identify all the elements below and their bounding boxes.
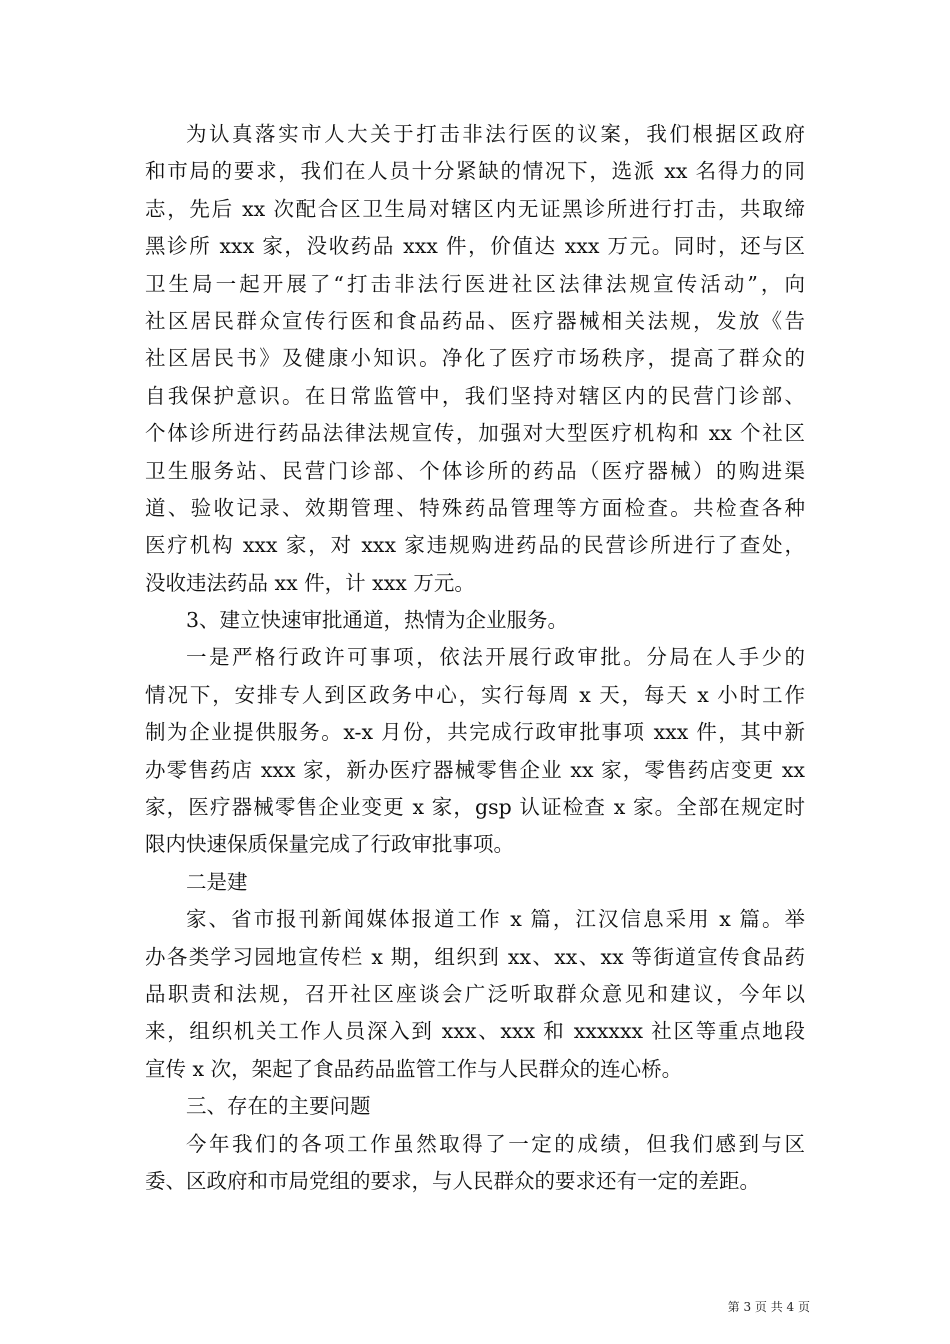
text-line: 志，先后 xx 次配合区卫生局对辖区内无证黑诊所进行打击，共取缔 <box>145 196 805 221</box>
text-line: 办各类学习园地宣传栏 x 期，组织到 xx、xx、xx 等街道宣传食品药 <box>145 944 805 969</box>
text-line: 二是建 <box>186 869 248 894</box>
text-line: 黑诊所 xxx 家，没收药品 xxx 件，价值达 xxx 万元。同时，还与区 <box>145 234 805 259</box>
text-line: 来，组织机关工作人员深入到 xxx、xxx 和 xxxxxx 社区等重点地段 <box>145 1019 805 1044</box>
text-line: 委、区政府和市局党组的要求，与人民群众的要求还有一定的差距。 <box>145 1168 760 1193</box>
paragraph <box>145 1088 805 1125</box>
text-line: 卫生服务站、民营门诊部、个体诊所的药品（医疗器械）的购进渠 <box>145 458 805 483</box>
text-line: 宣传 x 次，架起了食品药品监管工作与人民群众的连心桥。 <box>145 1056 683 1081</box>
text-line: 医疗机构 xxx 家，对 xxx 家违规购进药品的民营诊所进行了查处， <box>145 533 805 558</box>
text-line: 没收违法药品 xx 件，计 xxx 万元。 <box>145 570 475 595</box>
document-body <box>145 116 805 1200</box>
text-line: 自我保护意识。在日常监管中，我们坚持对辖区内的民营门诊部、 <box>145 383 805 408</box>
text-line: 今年我们的各项工作虽然取得了一定的成绩，但我们感到与区 <box>186 1131 805 1156</box>
text-line: 个体诊所进行药品法律法规宣传，加强对大型医疗机构和 xx 个社区 <box>145 421 805 446</box>
paragraph <box>145 602 805 639</box>
text-line: 三、存在的主要问题 <box>186 1094 371 1119</box>
text-line: 道、验收记录、效期管理、特殊药品管理等方面检查。共检查各种 <box>145 495 805 520</box>
text-line: 和市局的要求，我们在人员十分紧缺的情况下，选派 xx 名得力的同 <box>145 159 805 184</box>
paragraph <box>145 116 805 602</box>
text-line: 品职责和法规，召开社区座谈会广泛听取群众意见和建议，今年以 <box>145 981 805 1006</box>
text-line: 一是严格行政许可事项，依法开展行政审批。分局在人手少的 <box>186 645 805 670</box>
page-number-footer: 第 3 页 共 4 页 <box>727 1300 810 1314</box>
paragraph <box>145 639 805 863</box>
text-line: 为认真落实市人大关于打击非法行医的议案，我们根据区政府 <box>186 122 805 146</box>
text-line: 办零售药店 xxx 家，新办医疗器械零售企业 xx 家，零售药店变更 xx <box>145 757 805 782</box>
text-line: 3、建立快速审批通道，热情为企业服务。 <box>186 608 569 633</box>
text-line: 情况下，安排专人到区政务中心，实行每周 x 天，每天 x 小时工作 <box>145 682 805 707</box>
text-line: 卫生局一起开展了“打击非法行医进社区法律法规宣传活动”，向 <box>145 271 805 296</box>
text-line: 社区居民书》及健康小知识。净化了医疗市场秩序，提高了群众的 <box>145 346 805 371</box>
text-line: 家，医疗器械零售企业变更 x 家，gsp 认证检查 x 家。全部在规定时 <box>145 795 805 820</box>
text-line: 家、省市报刊新闻媒体报道工作 x 篇，江汉信息采用 x 篇。举 <box>186 907 805 932</box>
text-line: 限内快速保质保量完成了行政审批事项。 <box>145 832 514 857</box>
paragraph <box>145 901 805 1088</box>
text-line: 社区居民群众宣传行医和食品药品、医疗器械相关法规，发放《告 <box>145 308 805 333</box>
paragraph <box>145 864 805 901</box>
text-line: 制为企业提供服务。x-x 月份，共完成行政审批事项 xxx 件，其中新 <box>145 720 805 745</box>
paragraph <box>145 1126 805 1201</box>
